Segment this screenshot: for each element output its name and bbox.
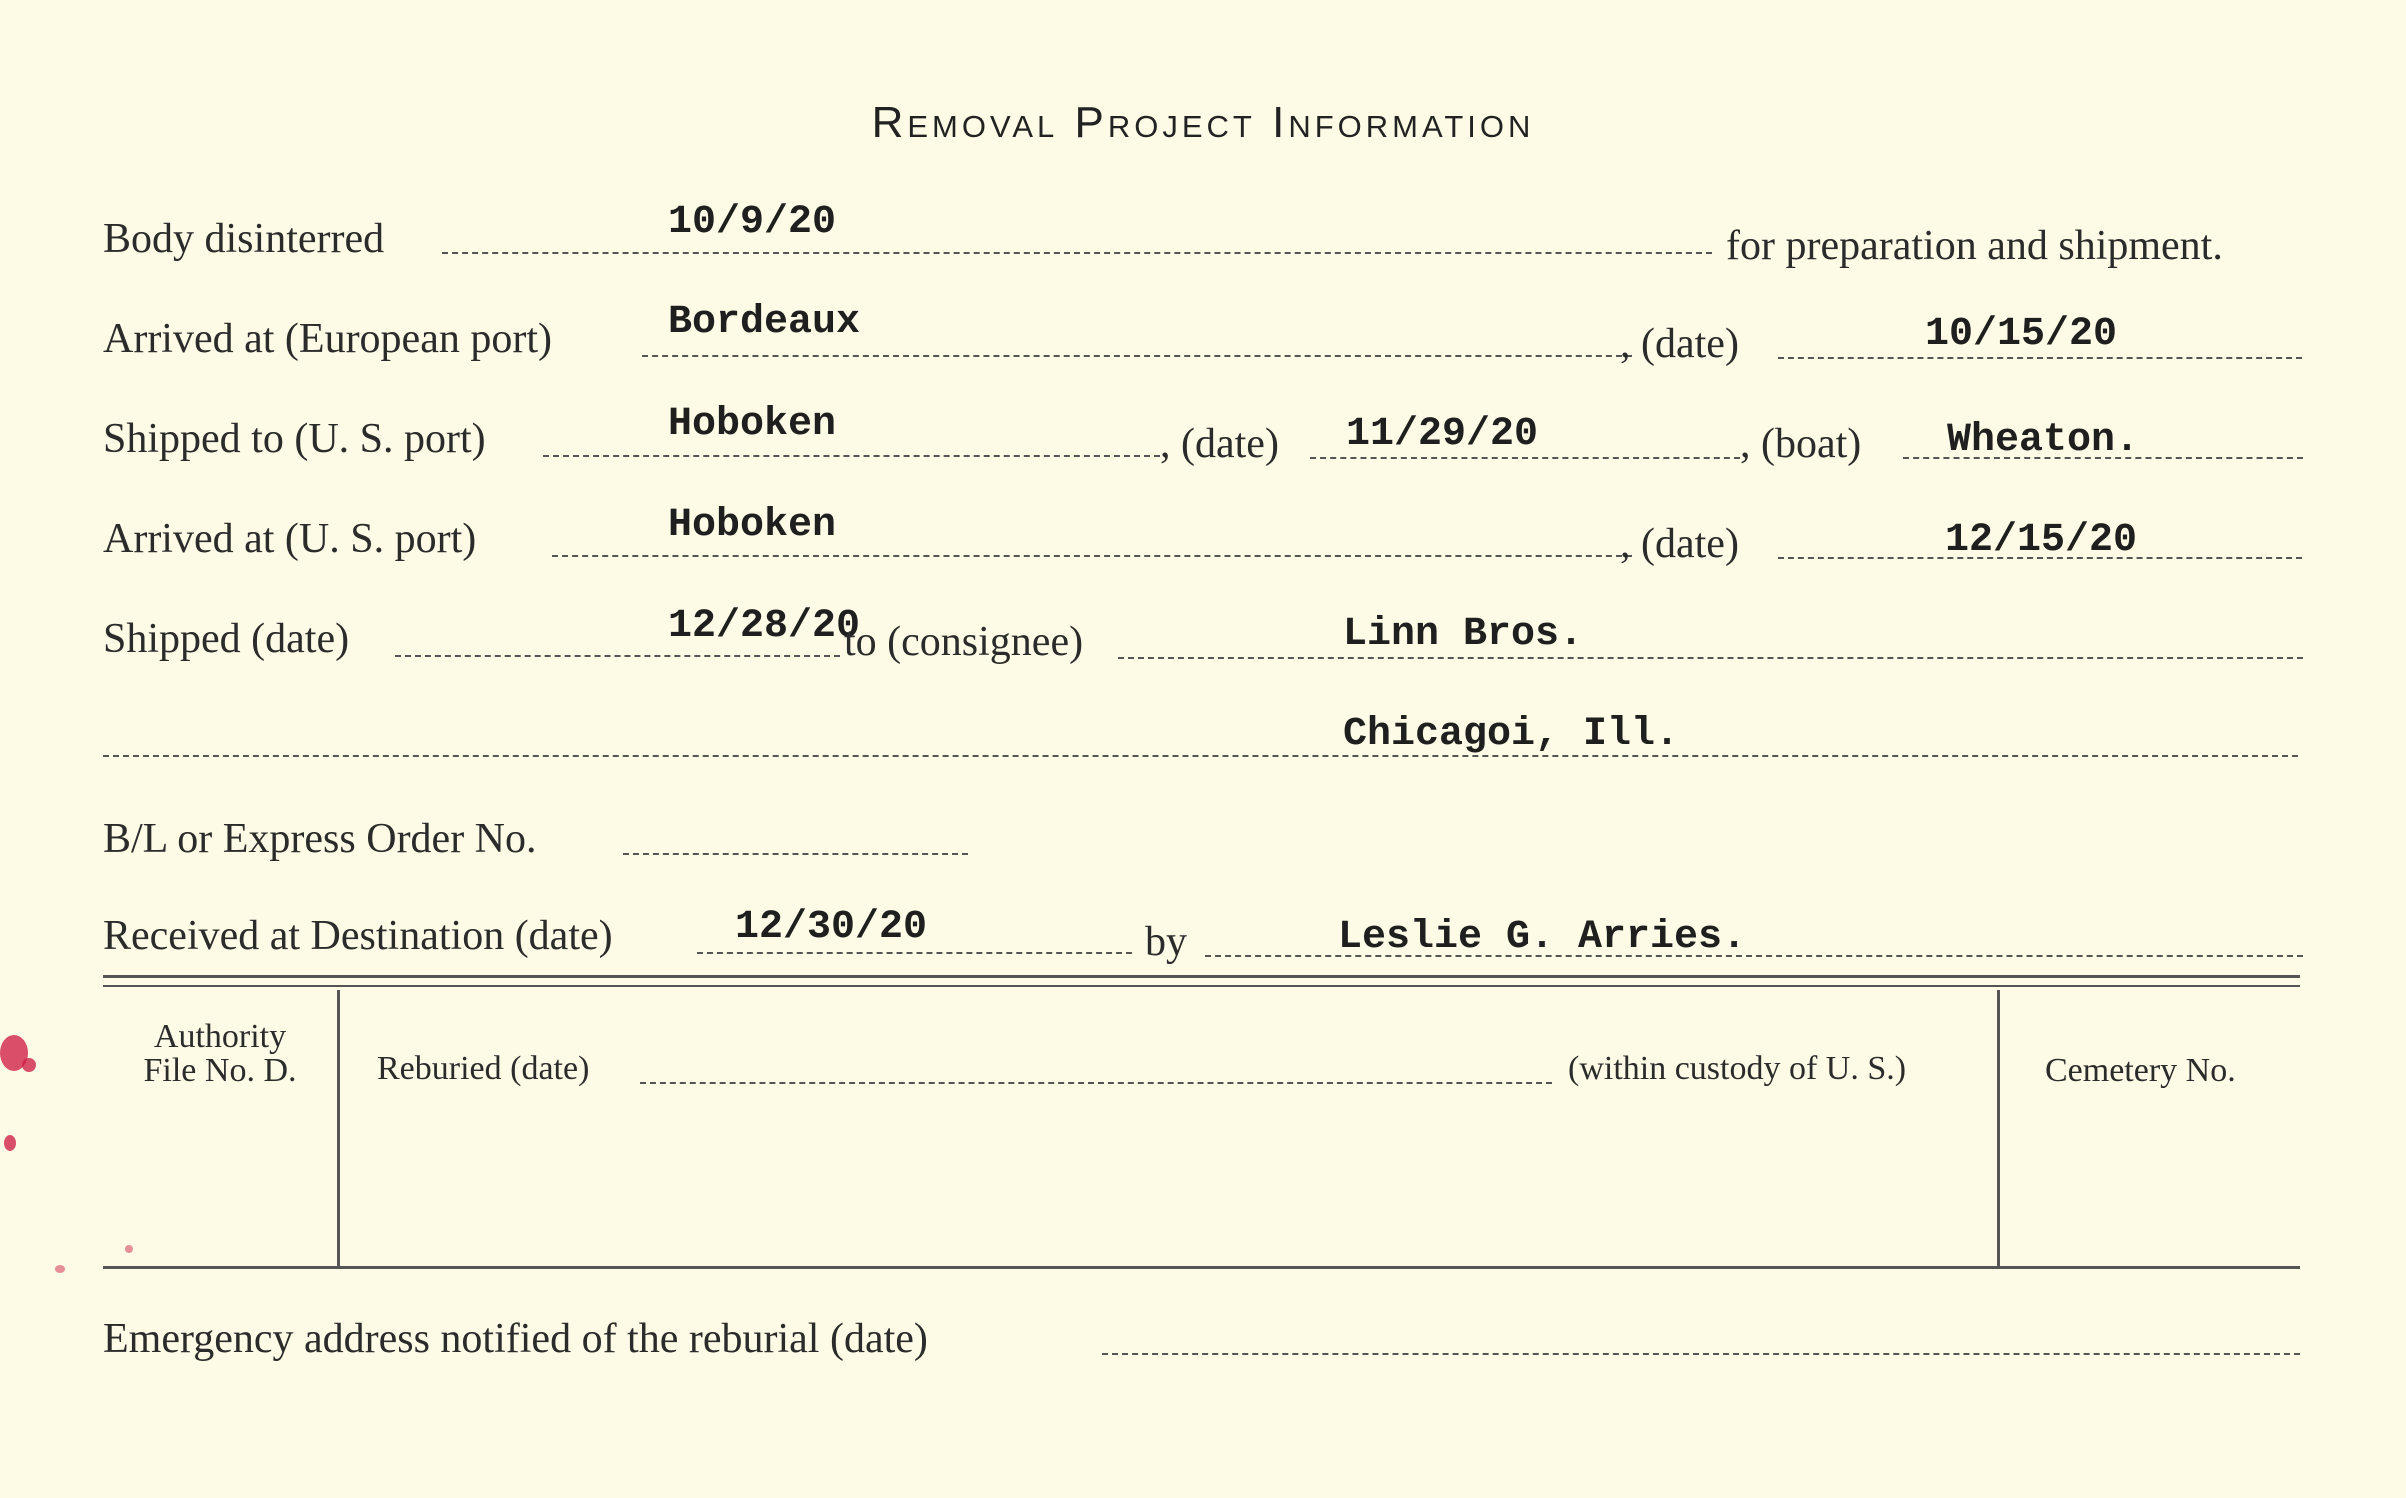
table-divider-left [337, 990, 340, 1266]
us-port-arrived-line [552, 555, 1632, 557]
shipped-us-label: Shipped to (U. S. port) [103, 416, 486, 462]
authority-label-1: Authority [153, 1018, 287, 1055]
received-date: 12/30/20 [735, 905, 928, 950]
received-label: Received at Destination (date) [103, 913, 613, 959]
consignee-city: Chicagoi, Ill. [1343, 712, 1680, 757]
european-port-line [642, 355, 1632, 357]
us-port-shipped-date: 11/29/20 [1346, 412, 1539, 457]
arrived-us-label: Arrived at (U. S. port) [103, 516, 477, 562]
bl-line [623, 853, 968, 855]
european-port: Bordeaux [668, 300, 861, 345]
emergency-label: Emergency address notified of the reburial (date) [103, 1316, 928, 1362]
body-disinterred-label: Body disinterred [103, 216, 385, 262]
emergency-line [1102, 1353, 2300, 1355]
us-port-shipped-date-line [1310, 457, 1740, 459]
custody-label: (within custody of U. S.) [1568, 1050, 1907, 1087]
body-disinterred-line [442, 252, 1712, 254]
table-divider-right [1997, 990, 2000, 1266]
authority-label-2: File No. D. [143, 1052, 297, 1089]
ink-stain [55, 1265, 65, 1273]
divider-top-2 [103, 985, 2300, 987]
shipped-date-line [395, 655, 840, 657]
us-port-shipped: Hoboken [668, 402, 837, 447]
ink-stain [22, 1058, 36, 1072]
us-port-arrived: Hoboken [668, 503, 837, 548]
boat-label: , (boat) [1740, 421, 1862, 467]
consignee-label: to (consignee) [844, 619, 1084, 665]
bl-label: B/L or Express Order No. [103, 816, 537, 862]
european-port-date: 10/15/20 [1925, 312, 2118, 357]
us-port-shipped-line [543, 455, 1160, 457]
by-label: by [1145, 919, 1187, 965]
us-port-arrived-date: 12/15/20 [1945, 518, 2138, 563]
cemetery-label: Cemetery No. [2045, 1052, 2236, 1089]
received-by: Leslie G. Arries. [1338, 915, 1747, 960]
shipped-date: 12/28/20 [668, 604, 861, 649]
form-title: Removal Project Information [871, 98, 1535, 147]
european-date-line [1778, 357, 2302, 359]
disinterred-date: 10/9/20 [668, 200, 837, 245]
european-date-label: , (date) [1620, 321, 1739, 367]
reburied-label: Reburied (date) [377, 1050, 590, 1087]
arrived-date-label: , (date) [1620, 521, 1739, 567]
consignee-name: Linn Bros. [1343, 612, 1584, 657]
reburied-line [640, 1082, 1552, 1084]
received-date-line [697, 952, 1132, 954]
shipped-date-row-label: Shipped (date) [103, 616, 350, 662]
consignee-line [1118, 657, 2303, 659]
arrived-european-label: Arrived at (European port) [103, 316, 552, 362]
divider-bottom [103, 1266, 2300, 1269]
shipped-date-label: , (date) [1160, 421, 1279, 467]
ink-stain [4, 1135, 16, 1151]
ink-stain [125, 1245, 133, 1253]
body-disinterred-suffix: for preparation and shipment. [1726, 223, 2223, 269]
consignee-address-line [103, 755, 2298, 757]
boat-name: Wheaton. [1947, 418, 2140, 463]
divider-top [103, 975, 2300, 978]
